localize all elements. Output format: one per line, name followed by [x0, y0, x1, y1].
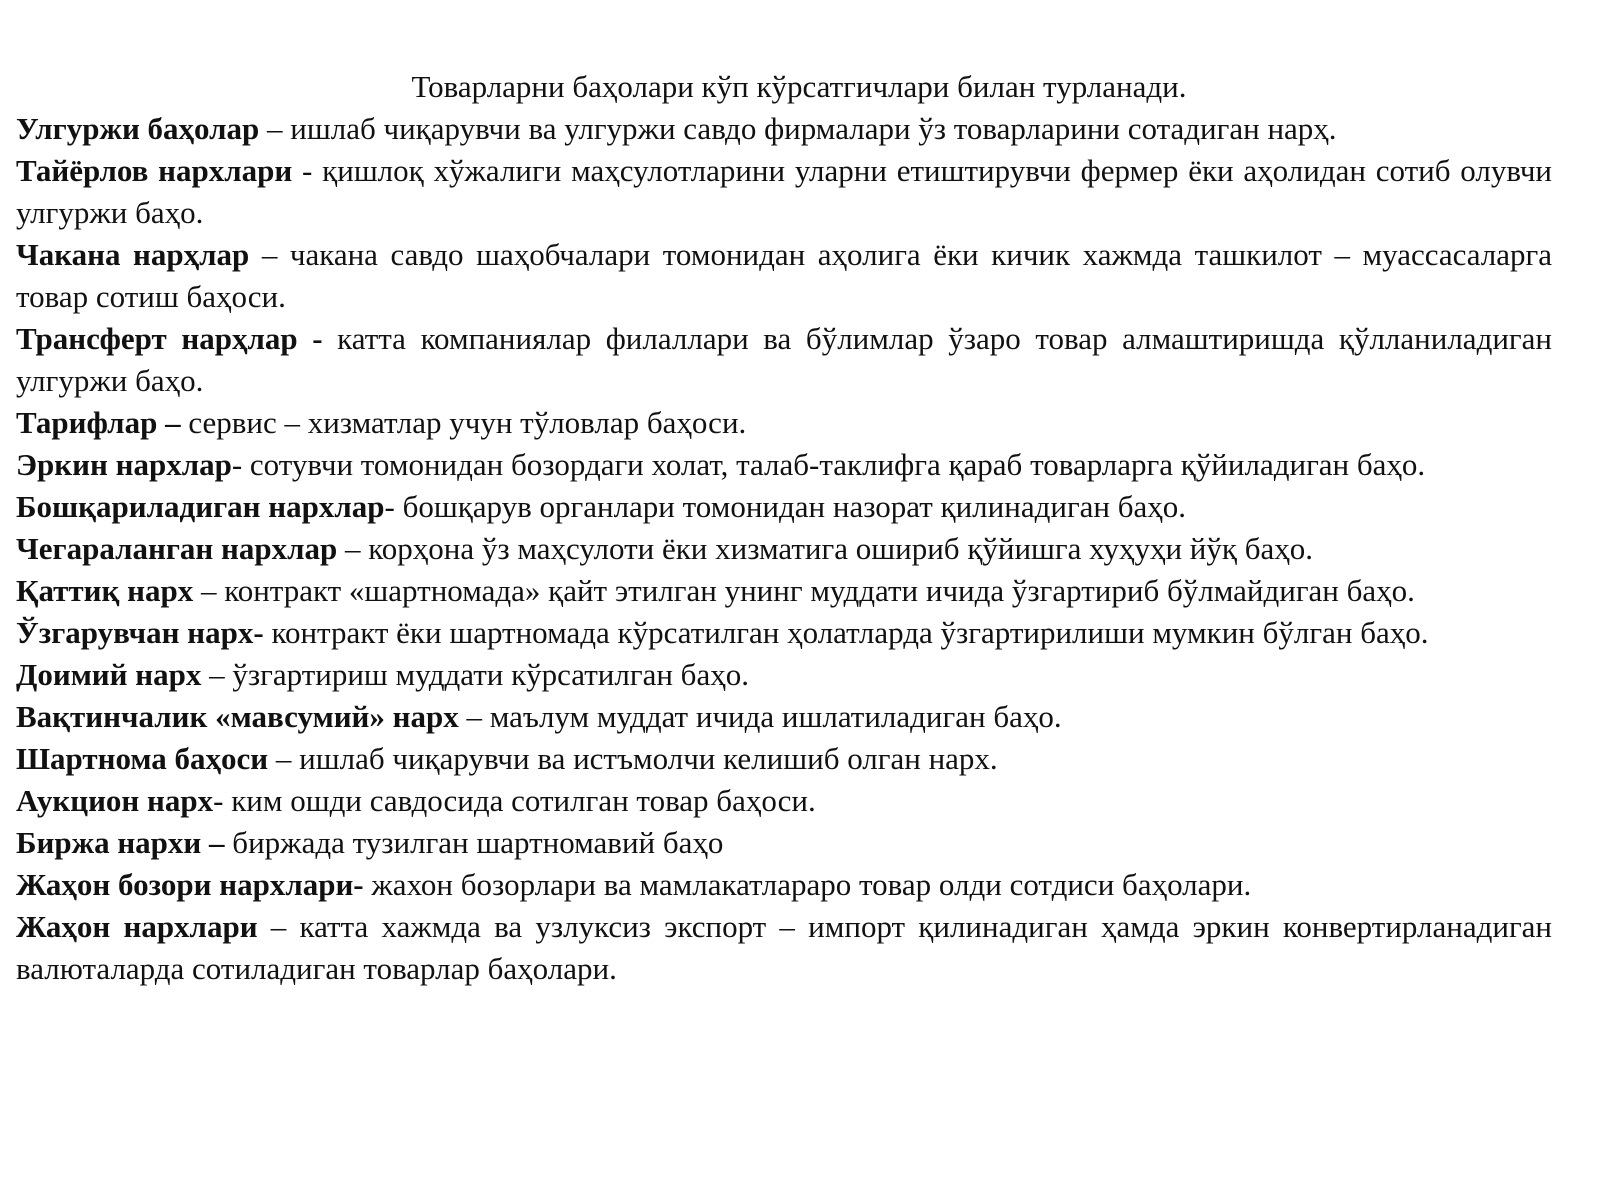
- definition-entry: [16, 696, 1552, 738]
- definition-entry: [16, 780, 1552, 822]
- entry-term: Биржа нархи –: [16, 825, 225, 860]
- entry-term: Шартнома баҳоси: [16, 741, 269, 776]
- entry-definition: - бошқарув органлари томонидан назорат қилинадиган баҳо.: [384, 489, 1187, 524]
- entry-term: Тарифлар –: [16, 405, 181, 440]
- entry-definition: контракт ёки шартномада кўрсатилган ҳолатларда ўзгартирилиши мумкин бўлган баҳо.: [263, 615, 1429, 650]
- entry-definition: – маълум муддат ичида ишлатиладиган баҳо.: [458, 699, 1062, 734]
- definition-entry: [16, 570, 1552, 612]
- definition-entry: [16, 612, 1552, 654]
- entry-definition: – ишлаб чиқарувчи ва истъмолчи келишиб олган нарх.: [268, 741, 998, 776]
- entry-term: Вақтинчалик «мавсумий» нарх: [16, 699, 459, 734]
- entry-definition: – контракт «шартномада» қайт этилган унинг муддати ичида ўзгартириб бўлмайдиган баҳо.: [193, 573, 1415, 608]
- definition-entry: [16, 402, 1552, 444]
- entry-term: Аукцион нарх: [16, 783, 214, 818]
- definition-entry: [16, 738, 1552, 780]
- definition-entry: [16, 654, 1552, 696]
- entry-definition: биржада тузилган шартномавий баҳо: [224, 825, 724, 860]
- entry-term: Тайёрлов нархлари: [16, 153, 293, 188]
- entry-term: Доимий нарх: [16, 657, 202, 692]
- definition-entry: [16, 444, 1552, 486]
- entry-definition: – ишлаб чиқарувчи ва улгуржи савдо фирмалари ўз товарларини сотадиган нарҳ.: [259, 111, 1337, 146]
- entry-term: Трансферт нарҳлар -: [16, 321, 323, 356]
- entry-term: Бошқариладиган нархлар: [16, 489, 385, 524]
- entry-term: Ўзгарувчан нарх-: [16, 615, 264, 650]
- entry-term: Эркин нархлар: [16, 447, 232, 482]
- definition-entry: [16, 906, 1552, 990]
- definition-entry: [16, 318, 1552, 402]
- document-title: Товарларни баҳолари кўп кўрсатгичлари билан турланади.: [411, 69, 1187, 104]
- entry-definition: - сотувчи томонидан бозордаги холат, талаб-таклифга қараб товарларга қўйиладиган баҳо.: [231, 447, 1426, 482]
- definition-entry: [16, 864, 1552, 906]
- entry-definition: катта компаниялар филаллари ва бўлимлар ўзаро товар алмаштиришда қўлланиладиган улгуржи баҳо.: [16, 321, 1552, 398]
- entry-term: Жаҳон бозори нархлари-: [16, 867, 364, 902]
- entry-term: Улгуржи баҳолар: [16, 111, 260, 146]
- entry-definition: сервис – хизматлар учун тўловлар баҳоси.: [180, 405, 747, 440]
- entry-term: Қаттиқ нарх: [16, 573, 194, 608]
- definition-entry: [16, 528, 1552, 570]
- entry-term: Жаҳон нархлари: [16, 909, 258, 944]
- entry-definition: – чакана савдо шаҳобчалари томонидан аҳолига ёки кичик хажмда ташкилот – муассасаларга товар сотиш баҳоси.: [16, 237, 1552, 314]
- entry-definition: жахон бозорлари ва мамлакатлараро товар олди сотдиси баҳолари.: [363, 867, 1252, 902]
- entry-definition: - қишлоқ хўжалиги маҳсулотларини уларни етиштирувчи фермер ёки аҳолидан сотиб олувчи улгуржи баҳо.: [16, 153, 1552, 230]
- entry-definition: – ўзгартириш муддати кўрсатилган баҳо.: [201, 657, 749, 692]
- definition-entry: [16, 822, 1552, 864]
- definition-entry: [16, 234, 1552, 318]
- document-page: [16, 66, 1552, 990]
- entry-definition: – корҳона ўз маҳсулоти ёки хизматига ошириб қўйишга хуҳуҳи йўқ баҳо.: [337, 531, 1313, 566]
- entry-definition: - ким ошди савдосида сотилган товар баҳоси.: [213, 783, 816, 818]
- definition-entry: [16, 108, 1552, 150]
- definition-entry: [16, 150, 1552, 234]
- entry-term: Чакана нарҳлар: [16, 237, 250, 272]
- entry-term: Чегараланган нархлар: [16, 531, 338, 566]
- definition-entry: [16, 486, 1552, 528]
- entry-definition: – катта хажмда ва узлуксиз экспорт – импорт қилинадиган ҳамда эркин конвертирланадиган валюталарда сотиладиган товарлар баҳолари.: [16, 909, 1553, 986]
